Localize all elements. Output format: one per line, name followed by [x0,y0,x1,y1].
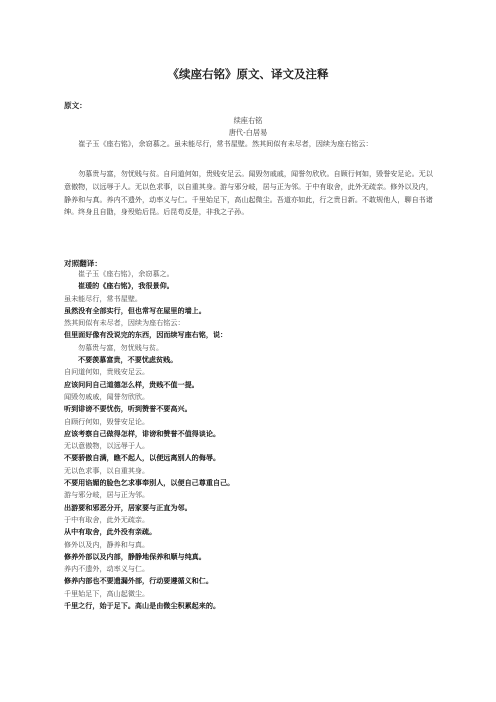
translation-line: 修养外部以及内部，静静地保养和顺与纯真。 [64,551,206,561]
translation-line: 出游要和邪恶分开，居家要与正直为邻。 [64,502,192,512]
translation-label: 对照翻译： [64,259,102,268]
translation-line: 应该问问自己道德怎么样，贵贱不值一提。 [64,379,199,389]
translation-line: 从中有取舍，此外没有亲疏。 [64,527,157,537]
original-line: 自顾行何如，毁誉安足论。 [64,416,150,426]
original-line: 无以意傲物，以远辱于人。 [64,441,150,451]
translation-line: 修养内部也不要遗漏外部，行动要遵循义和仁。 [64,576,213,586]
original-line: 千里始足下，高山起微尘。 [64,588,150,598]
original-line: 于中有取舍，此外无疏亲。 [64,514,150,524]
original-line: 崔子玉《座右铭》，余窃慕之。 [78,269,174,278]
poem-title: 续座右铭 [233,116,263,125]
original-line: 勿慕贵与富，勿忧贱与贫。 [78,342,164,352]
translation-line: 不要骄傲自满，瞧不起人，以便远离别人的侮辱。 [64,453,221,463]
document-title: 《续座右铭》原文、译文及注释 [167,67,329,81]
preface-paragraph: 崔子玉《座右铭》，余窃慕之。虽未能尽行，常书屋壁。然其间似有未尽者，因续为座右铭云： [78,139,373,148]
translation-line: 不要羡慕富贵，不要忧虑贫贱。 [78,355,178,365]
original-line: 闻毁勿戚戚，闻誉勿欣欣。 [64,391,150,401]
original-line: 修外以及内，静养和与真。 [64,539,150,549]
translation-line: 崔瑗的《座右铭》，我很景仰。 [78,281,174,291]
translation-line: 听到诽谤不要忧伤，听到赞誉不要高兴。 [64,404,192,414]
original-line: 自问道何如，贵贱安足云。 [64,367,150,377]
translation-line: 应该考察自己做得怎样，诽谤和赞誉不值得谈论。 [64,428,221,438]
translation-line: 不要用谄媚的脸色乞求事奉别人，以便自己尊重自己。 [64,478,235,488]
translation-list [64,268,444,612]
translation-line: 虽然没有全部实行，但也常写在屋里的墙上。 [64,305,206,315]
original-line: 养内不遗外，动率义与仁。 [64,564,150,574]
translation-line: 但里面好像有没说完的东西，因而续写座右铭，说： [64,330,228,340]
original-label: 原文： [64,101,87,110]
poem-body-paragraph: 勿慕贵与富，勿忧贱与贫。自问道何如，贵贱安足云。闻毁勿戚戚，闻誉勿欣欣。自顾行何如，毁誉安足论。无以意傲物，以远辱于人。无以色求事，以自重其身。游与邪分岐，居与正为邻。于中有取舍，此外无疏亲。修外以及内，静养和与真。养内不遗外，动率义与仁。千里始足下，高山起微尘。吾道亦如此，行之贵日新。不敢规他人，聊自书诸绅。终身且自勖，身殁贻后昆。后昆苟反是，非我之子孙。 [64,169,433,217]
original-line: 虽未能尽行，常书屋壁。 [64,293,143,303]
translation-line: 千里之行，始于足下。高山是由微尘积累起来的。 [64,601,221,611]
poem-author: 唐代-白居易 [228,128,268,137]
original-line: 然其间似有未尽者，因续为座右铭云： [64,318,185,328]
original-line: 游与邪分岐，居与正为邻。 [64,490,150,500]
original-line: 无以色求事，以自重其身。 [64,465,150,475]
